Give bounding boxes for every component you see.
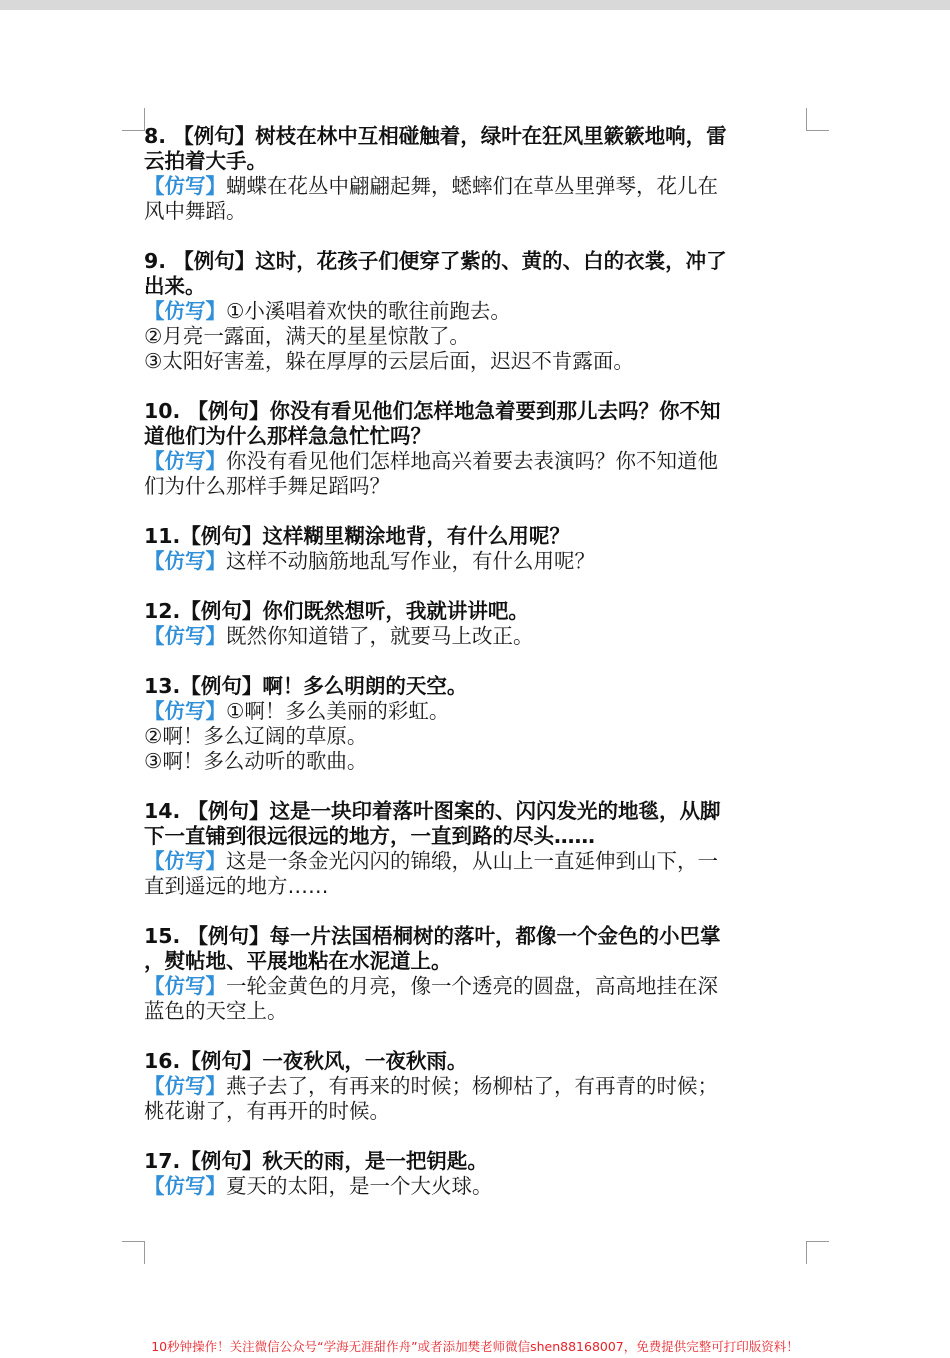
imitation-text: 你没有看见他们怎样地高兴着要去表演吗？你不知道他 [226,449,718,473]
sentence-item [144,1149,809,1199]
imitation-line [144,699,809,724]
imitation-line [144,849,809,874]
sentence-item [144,399,809,499]
imitation-text: ①啊！多么美丽的彩虹。 [226,699,450,723]
margin-corner-bottom-right [806,1241,829,1264]
imitation-text: 夏天的太阳，是一个大火球。 [226,1174,493,1198]
imitation-line [144,449,809,474]
sentence-item [144,799,809,899]
top-bar [0,0,950,10]
example-sentence-line: 11.【例句】这样糊里糊涂地背，有什么用呢？ [144,524,570,548]
imitation-line: 蓝色的天空上。 [144,999,288,1023]
sentence-item [144,599,809,649]
imitation-tag: 【仿写】 [144,299,226,323]
margin-corner-bottom-left [122,1241,145,1264]
imitation-line [144,974,809,999]
sentence-item [144,524,809,574]
imitation-line: ②啊！多么辽阔的草原。 [144,724,368,748]
example-sentence-line: 14. 【例句】这是一块印着落叶图案的、闪闪发光的地毯，从脚 [144,799,721,823]
imitation-text: ①小溪唱着欢快的歌往前跑去。 [226,299,511,323]
margin-corner-top-right [806,108,829,131]
sentence-item [144,124,809,224]
example-sentence-line: 16.【例句】一夜秋风，一夜秋雨。 [144,1049,468,1073]
imitation-line [144,174,809,199]
example-sentence-line: 云拍着大手。 [144,149,267,173]
imitation-tag: 【仿写】 [144,1074,226,1098]
imitation-text: 一轮金黄色的月亮，像一个透亮的圆盘，高高地挂在深 [226,974,718,998]
imitation-line: ③啊！多么动听的歌曲。 [144,749,368,773]
example-sentence-line: 8. 【例句】树枝在林中互相碰触着，绿叶在狂风里簌簌地响，雷 [144,124,727,148]
imitation-line: 桃花谢了，有再开的时候。 [144,1099,390,1123]
example-sentence-line: 17.【例句】秋天的雨，是一把钥匙。 [144,1149,488,1173]
sentence-item [144,924,809,1024]
imitation-tag: 【仿写】 [144,174,226,198]
imitation-tag: 【仿写】 [144,1174,226,1198]
example-sentence-line: 道他们为什么那样急急忙忙吗？ [144,424,431,448]
example-sentence-line: ，熨帖地、平展地粘在水泥道上。 [144,949,452,973]
imitation-tag: 【仿写】 [144,449,226,473]
imitation-text: 既然你知道错了，就要马上改正。 [226,624,534,648]
margin-corner-top-left [122,108,145,131]
imitation-line [144,624,809,649]
example-sentence-line: 13.【例句】啊！多么明朗的天空。 [144,674,468,698]
sentence-item [144,249,809,374]
imitation-line [144,549,809,574]
imitation-line: ③太阳好害羞，躲在厚厚的云层后面，迟迟不肯露面。 [144,349,634,373]
imitation-text: 这样不动脑筋地乱写作业，有什么用呢？ [226,549,595,573]
imitation-tag: 【仿写】 [144,974,226,998]
imitation-line: ②月亮一露面，满天的星星惊散了。 [144,324,470,348]
imitation-tag: 【仿写】 [144,849,226,873]
imitation-tag: 【仿写】 [144,549,226,573]
imitation-text: 这是一条金光闪闪的锦缎，从山上一直延伸到山下，一 [226,849,718,873]
example-sentence-line: 出来。 [144,274,206,298]
imitation-line: 直到遥远的地方…… [144,874,329,898]
sentence-item [144,674,809,774]
example-sentence-line: 下一直铺到很远很远的地方，一直到路的尽头…… [144,824,595,848]
imitation-text: 蝴蝶在花丛中翩翩起舞，蟋蟀们在草丛里弹琴，花儿在 [226,174,718,198]
example-sentence-line: 15. 【例句】每一片法国梧桐树的落叶，都像一个金色的小巴掌 [144,924,721,948]
example-sentence-line: 9. 【例句】这时，花孩子们便穿了紫的、黄的、白的衣裳，冲了 [144,249,727,273]
imitation-tag: 【仿写】 [144,699,226,723]
imitation-line: 风中舞蹈。 [144,199,247,223]
footer-promo-text: 10秒钟操作！关注微信公众号“学海无涯甜作舟”或者添加樊老师微信shen88168007，免费提供完整可打印版资料！ [151,1339,799,1354]
imitation-line [144,1174,809,1199]
example-sentence-line: 12.【例句】你们既然想听，我就讲讲吧。 [144,599,529,623]
imitation-line: 们为什么那样手舞足蹈吗？ [144,474,390,498]
example-sentence-line: 10. 【例句】你没有看见他们怎样地急着要到那儿去吗？你不知 [144,399,721,423]
imitation-tag: 【仿写】 [144,624,226,648]
imitation-line [144,299,809,324]
sentence-item [144,1049,809,1124]
imitation-line [144,1074,809,1099]
imitation-text: 燕子去了，有再来的时候；杨柳枯了，有再青的时候； [226,1074,718,1098]
document-body [144,124,809,1224]
